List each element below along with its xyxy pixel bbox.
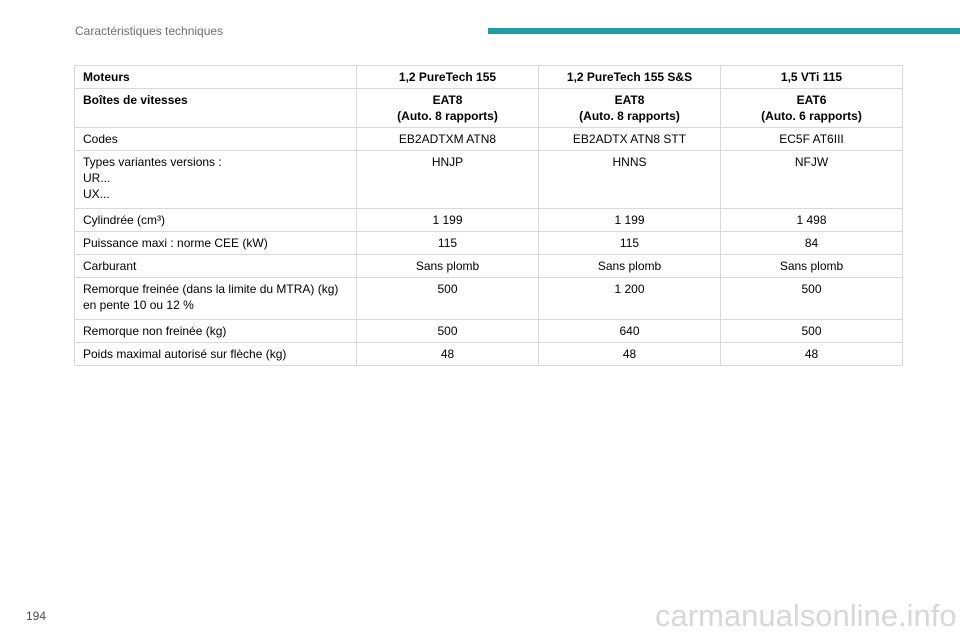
value-cell	[721, 151, 903, 209]
value-cell	[721, 343, 903, 366]
value-cell	[721, 278, 903, 320]
cell-text: 48	[804, 347, 819, 361]
value-cell	[357, 320, 539, 343]
cell-text: 48	[440, 347, 455, 361]
specifications-table	[74, 65, 903, 366]
value-cell	[539, 278, 721, 320]
cell-text: Sans plomb	[597, 259, 662, 273]
column-header-engine-3: 1,5 VTi 115	[721, 66, 903, 89]
row-label-cell	[75, 343, 357, 366]
row-label-cell	[75, 278, 357, 320]
cell-text: Boîtes de vitesses	[83, 93, 188, 107]
cell-text: 500	[437, 282, 458, 296]
cell-text: EB2ADTXM ATN8	[398, 132, 497, 146]
cell-text: Codes	[83, 132, 118, 146]
value-cell	[721, 128, 903, 151]
table-row	[75, 255, 903, 278]
row-label-cell	[75, 89, 357, 128]
value-cell	[539, 128, 721, 151]
watermark: carmanualsonline.info	[655, 598, 957, 633]
cell-text: 500	[801, 282, 822, 296]
table-body	[75, 89, 903, 366]
cell-text: 115	[437, 236, 458, 250]
value-cell	[539, 255, 721, 278]
value-cell	[357, 232, 539, 255]
cell-text: NFJW	[794, 155, 829, 169]
cell-text: EB2ADTX ATN8 STT	[572, 132, 687, 146]
cell-text: Remorque non freinée (kg)	[83, 324, 227, 338]
column-header-engines: Moteurs	[75, 66, 357, 89]
cell-text: Types variantes versions :	[83, 155, 222, 169]
value-cell	[357, 343, 539, 366]
value-cell	[357, 255, 539, 278]
row-label-cell	[75, 151, 357, 209]
cell-text: EC5F AT6III	[779, 132, 844, 146]
value-cell	[721, 209, 903, 232]
cell-text: UR...	[83, 171, 111, 185]
value-cell	[357, 209, 539, 232]
value-cell	[539, 209, 721, 232]
table-row	[75, 320, 903, 343]
cell-text: 1 200	[614, 282, 645, 296]
column-header-engine-2: 1,2 PureTech 155 S&S	[539, 66, 721, 89]
value-cell	[357, 128, 539, 151]
cell-text: Remorque freinée (dans la limite du MTRA) (kg)	[83, 282, 339, 296]
cell-text: 1 498	[796, 213, 827, 227]
cell-text: HNJP	[431, 155, 464, 169]
row-label-cell	[75, 232, 357, 255]
value-cell	[357, 89, 539, 128]
table-row	[75, 232, 903, 255]
cell-text: 640	[619, 324, 640, 338]
cell-text: 84	[804, 236, 819, 250]
value-cell	[357, 151, 539, 209]
value-cell	[539, 343, 721, 366]
value-cell	[539, 89, 721, 128]
cell-text: (Auto. 8 rapports)	[579, 109, 680, 123]
row-label-cell	[75, 320, 357, 343]
value-cell	[539, 320, 721, 343]
cell-text: EAT6	[796, 93, 827, 107]
value-cell	[539, 151, 721, 209]
column-header-engine-1: 1,2 PureTech 155	[357, 66, 539, 89]
table-row	[75, 151, 903, 209]
cell-text: 500	[801, 324, 822, 338]
value-cell	[539, 232, 721, 255]
cell-text: Poids maximal autorisé sur flèche (kg)	[83, 347, 287, 361]
cell-text: Puissance maxi : norme CEE (kW)	[83, 236, 268, 250]
value-cell	[357, 278, 539, 320]
cell-text: 1 199	[432, 213, 463, 227]
cell-text: en pente 10 ou 12 %	[83, 298, 194, 312]
row-label-cell	[75, 209, 357, 232]
table-row	[75, 89, 903, 128]
cell-text: EAT8	[432, 93, 463, 107]
cell-text: (Auto. 8 rapports)	[397, 109, 498, 123]
table-header-row	[75, 66, 903, 89]
cell-text: 500	[437, 324, 458, 338]
value-cell	[721, 89, 903, 128]
table-row	[75, 209, 903, 232]
cell-text: (Auto. 6 rapports)	[761, 109, 862, 123]
row-label-cell	[75, 128, 357, 151]
cell-text: EAT8	[614, 93, 645, 107]
cell-text: 115	[619, 236, 640, 250]
cell-text: Sans plomb	[415, 259, 480, 273]
table-row	[75, 343, 903, 366]
header-accent-bar	[488, 28, 960, 34]
cell-text: 1 199	[614, 213, 645, 227]
cell-text: HNNS	[612, 155, 647, 169]
page-number: 194	[26, 609, 47, 623]
cell-text: Cylindrée (cm³)	[83, 213, 166, 227]
cell-text: UX...	[83, 187, 110, 201]
value-cell	[721, 255, 903, 278]
table-row	[75, 128, 903, 151]
value-cell	[721, 320, 903, 343]
cell-text: 48	[622, 347, 637, 361]
value-cell	[721, 232, 903, 255]
section-title: Caractéristiques techniques	[75, 24, 224, 38]
cell-text: Carburant	[83, 259, 137, 273]
cell-text: Sans plomb	[779, 259, 844, 273]
table-row	[75, 278, 903, 320]
row-label-cell	[75, 255, 357, 278]
